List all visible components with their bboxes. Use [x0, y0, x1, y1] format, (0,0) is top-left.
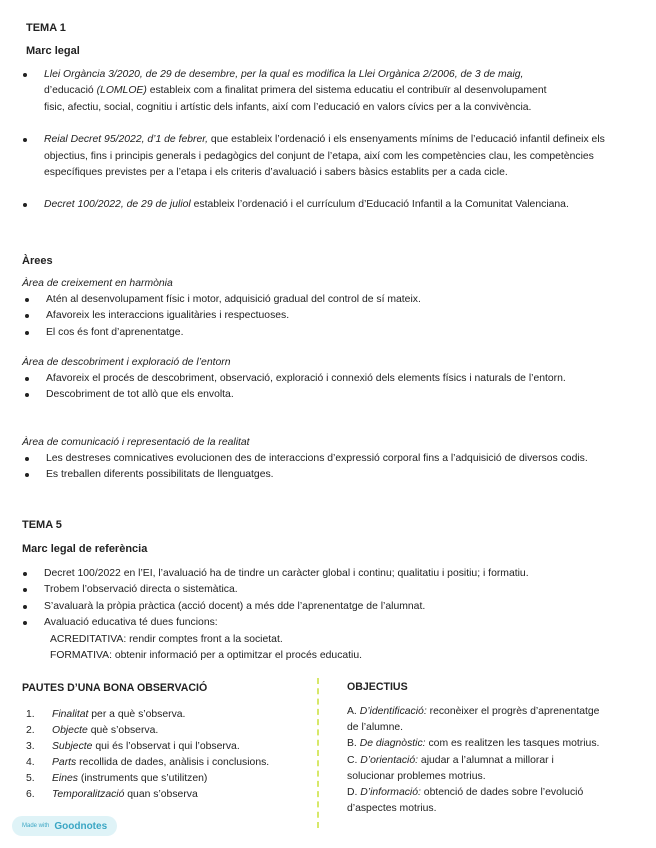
pautes-item [26, 787, 311, 803]
pautes-desc: per a què s’observa. [88, 709, 186, 720]
funcions-block [50, 632, 362, 665]
pautes-num: 5. [26, 773, 35, 784]
pautes-list [26, 707, 311, 803]
law-1-line2-lead: d’educació [44, 85, 97, 97]
tema5-item: Avaluació educativa té dues funcions: [44, 615, 636, 631]
objectius-letter: B. [347, 738, 360, 750]
goodnotes-badge [12, 816, 117, 836]
law-3-rest: estableix l’ordenació i el currículum d’Educació Infantil a la Comunitat Valenciana. [190, 199, 569, 211]
area-block-1 [22, 276, 636, 341]
area-3-title: Àrea de comunicació i representació de la realitat [22, 437, 250, 448]
pautes-title: PAUTES D’UNA BONA OBSERVACIÓ [22, 682, 208, 694]
area-1-item: Afavoreix les interaccions igualitàries i respectuoses. [46, 308, 636, 324]
objectius-term: D’identificació: [359, 706, 427, 717]
pautes-term: Objecte [52, 725, 88, 736]
law-1-italic: Llei Orgància 3/2020, de 29 de desembre, per la qual es modifica la Llei Orgànica 2/2006, de 3 de maig, [44, 69, 524, 80]
objectius-line [347, 720, 647, 736]
objectius-term: De diagnòstic: [359, 738, 426, 750]
law-1-line2-rest: estableix com a finalitat primera del sistema educatiu el contribuïr al desenvolupament [146, 85, 547, 97]
tema5-item: S’avaluarà la pròpia pràctica (acció docent) a més dde l’aprenentatge de l’alumnat. [44, 599, 636, 615]
tema5-item: Trobem l’observació directa o sistemàtica. [44, 582, 636, 598]
pautes-num: 6. [26, 789, 35, 800]
badge-brand-text: Goodnotes [54, 820, 108, 832]
objectius-desc: reconèixer el progrès d’aprenentatge [426, 706, 600, 717]
area-1-item: Atén al desenvolupament físic i motor, adquisició gradual del control de sí mateix. [46, 292, 636, 308]
objectius-letter: A. [347, 706, 360, 717]
pautes-desc: recollida de dades, anàlisis i conclusions. [76, 757, 270, 768]
laws-list [44, 67, 636, 214]
tema5-list [44, 566, 636, 632]
law-item-2 [44, 132, 636, 181]
objectius-term: D’orientació: [360, 754, 419, 766]
pautes-desc: (instruments que s’utilitzen) [78, 773, 208, 784]
objectius-line [347, 736, 647, 752]
objectius-line [347, 801, 647, 817]
tema5-item: Decret 100/2022 en l’EI, l’avaluació ha de tindre un caràcter global i continu; qualitatiu i positiu; i formatiu. [44, 566, 636, 582]
pautes-num: 3. [26, 741, 35, 752]
objectius-desc: de l’alumne. [347, 722, 404, 734]
tema5-title: TEMA 5 [22, 519, 62, 531]
pautes-term: Eines [52, 773, 78, 784]
law-item-1 [44, 67, 636, 116]
objectius-desc: com es realitzen les tasques motrius. [425, 738, 600, 750]
objectius-desc: solucionar problemes motrius. [347, 770, 486, 782]
pautes-item [26, 723, 311, 739]
pautes-item [26, 739, 311, 755]
objectius-letter: C. [347, 754, 361, 766]
objectius-desc: ajudar a l’alumnat a millorar i [418, 754, 554, 766]
area-3-item: Les destreses comnicatives evolucionen des de interaccions d’expressió corporal fins a l’adquisició de diversos codis. [46, 451, 636, 467]
column-divider [317, 678, 319, 828]
objectius-desc: d’aspectes motrius. [347, 803, 437, 815]
pautes-desc: qui és l’observat i qui l’observa. [92, 741, 240, 752]
objectius-letter: D. [347, 787, 361, 799]
badge-small-text: Made with [22, 823, 50, 829]
tema1-title: TEMA 1 [26, 22, 66, 34]
area-1-item: El cos és font d’aprenentatge. [46, 325, 636, 341]
area-1-title: Àrea de creixement en harmònia [22, 278, 173, 289]
pautes-term: Parts [52, 757, 77, 768]
pautes-item [26, 755, 311, 771]
pautes-desc: què s’observa. [87, 725, 159, 736]
tema5-marc-title: Marc legal de referència [22, 543, 148, 555]
pautes-term: Subjecte [52, 741, 93, 752]
arees-title: Àrees [22, 255, 53, 267]
pautes-num: 1. [26, 709, 35, 720]
law-item-3 [44, 197, 636, 213]
pautes-term: Finalitat [52, 709, 89, 720]
law-2-italic: Reial Decret 95/2022, d’1 de febrer, [44, 134, 209, 146]
area-2-item: Descobriment de tot allò que els envolta. [46, 387, 636, 403]
objectius-line [347, 785, 647, 801]
objectius-line [347, 753, 647, 769]
objectius-term: D’informació: [360, 787, 421, 799]
pautes-desc: quan s’observa [124, 789, 198, 800]
area-2-title: Àrea de descobriment i exploració de l’entorn [22, 357, 231, 368]
law-1-line3: fisic, afectiu, social, cognitiu i artístic dels infants, així com l’educació en valors cívics per a la convivència. [44, 101, 532, 113]
pautes-num: 2. [26, 725, 35, 736]
pautes-term: Temporalització [52, 789, 125, 800]
objectius-line [347, 769, 647, 785]
law-2-rest: que estableix l’ordenació i els ensenyaments mínims de l’educació infantil defineix els objectius, fins i principis generals i pedagògics del conjunt de l’etapa, així com les competències clau, les competències específiques previstes per a l’etapa i els criteris d’avaluació i sabers bàsics establits per a cada cicle. [44, 134, 605, 179]
area-3-item: Es treballen diferents possibilitats de llenguatges. [46, 467, 636, 483]
objectius-block [347, 704, 647, 817]
funcio-acreditativa: ACREDITATIVA: rendir comptes front a la societat. [50, 634, 283, 645]
objectius-desc: obtenció de dades sobre l’evolució [420, 787, 584, 799]
funcio-formativa: FORMATIVA: obtenir informació per a optimitzar el procés educatiu. [50, 650, 363, 662]
pautes-num: 4. [26, 757, 35, 768]
law-1-line2-italic: (LOMLOE) [96, 85, 147, 97]
pautes-item [26, 707, 311, 723]
area-2-item: Afavoreix el procés de descobriment, observació, exploració i connexió dels elements físics i naturals de l’entorn. [46, 371, 636, 387]
area-block-2 [22, 355, 636, 404]
area-block-3 [22, 435, 636, 484]
pautes-item [26, 771, 311, 787]
objectius-title: OBJECTIUS [347, 681, 408, 693]
law-3-italic: Decret 100/2022, de 29 de juliol [44, 199, 191, 211]
tema1-marc-title: Marc legal [26, 45, 80, 57]
objectius-line [347, 704, 647, 720]
